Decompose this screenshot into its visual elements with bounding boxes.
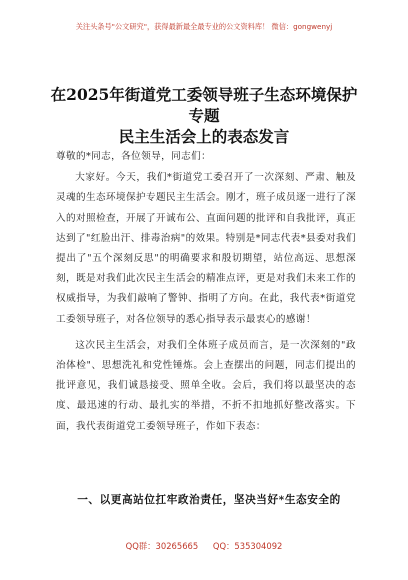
- salutation: 尊敬的*同志，各位领导，同志们：: [56, 151, 212, 162]
- section-heading-1: 一、以更高站位扛牢政治责任，坚决当好*生态安全的: [77, 494, 341, 506]
- paragraph-2: 这次民主生活会，对我们全体班子成员而言，是一次深刻的"政治体检"、思想洗礼和党性锤炼。会上查摆出的问题，同志们提出的批评意见，我们诚恳接受、照单全收。会后，我们将以最坚决的态度、最迅速的行动、最扎实的举措，不折不扣地抓好整改落实。下面，我代表街道党工委领导班子，作如下表态：: [56, 339, 356, 432]
- footer-qq-group: QQ群：30265665: [125, 541, 199, 551]
- footer-qq: QQ：535304092: [212, 541, 283, 551]
- paragraph-1: 大家好。今天，我们*街道党工委召开了一次深刻、严肃、触及灵魂的生态环境保护专题民主生活会。刚才，班子成员逐一进行了深入的对照检查，开展了开诚布公、直面问题的批评和自我批评，真正达到了"红脸出汗、排毒治病"的效果。特别是*同志代表*县委对我们提出了"五个深刻反思"的明确要求和殷切期望，站位高远、思想深刻，既是对我们此次民主生活会的精准点评，更是对我们未来工作的权威指导，为我们敲响了警钟、指明了方向。在此，我代表*街道党工委领导班子，对各位领导的悉心指导表示最衷心的感谢！: [56, 172, 356, 325]
- footer-contact: [0, 540, 408, 552]
- header-banner: 关注头条号"公文研究"，获得最新最全最专业的公文资料库！ 微信：gongwenyj: [75, 22, 333, 31]
- document-title: [44, 84, 364, 147]
- title-line-2: 民主生活会上的表态发言: [118, 127, 290, 146]
- title-line-1: 在2025年街道党工委领导班子生态环境保护专题: [50, 85, 358, 125]
- document-body: [56, 147, 356, 437]
